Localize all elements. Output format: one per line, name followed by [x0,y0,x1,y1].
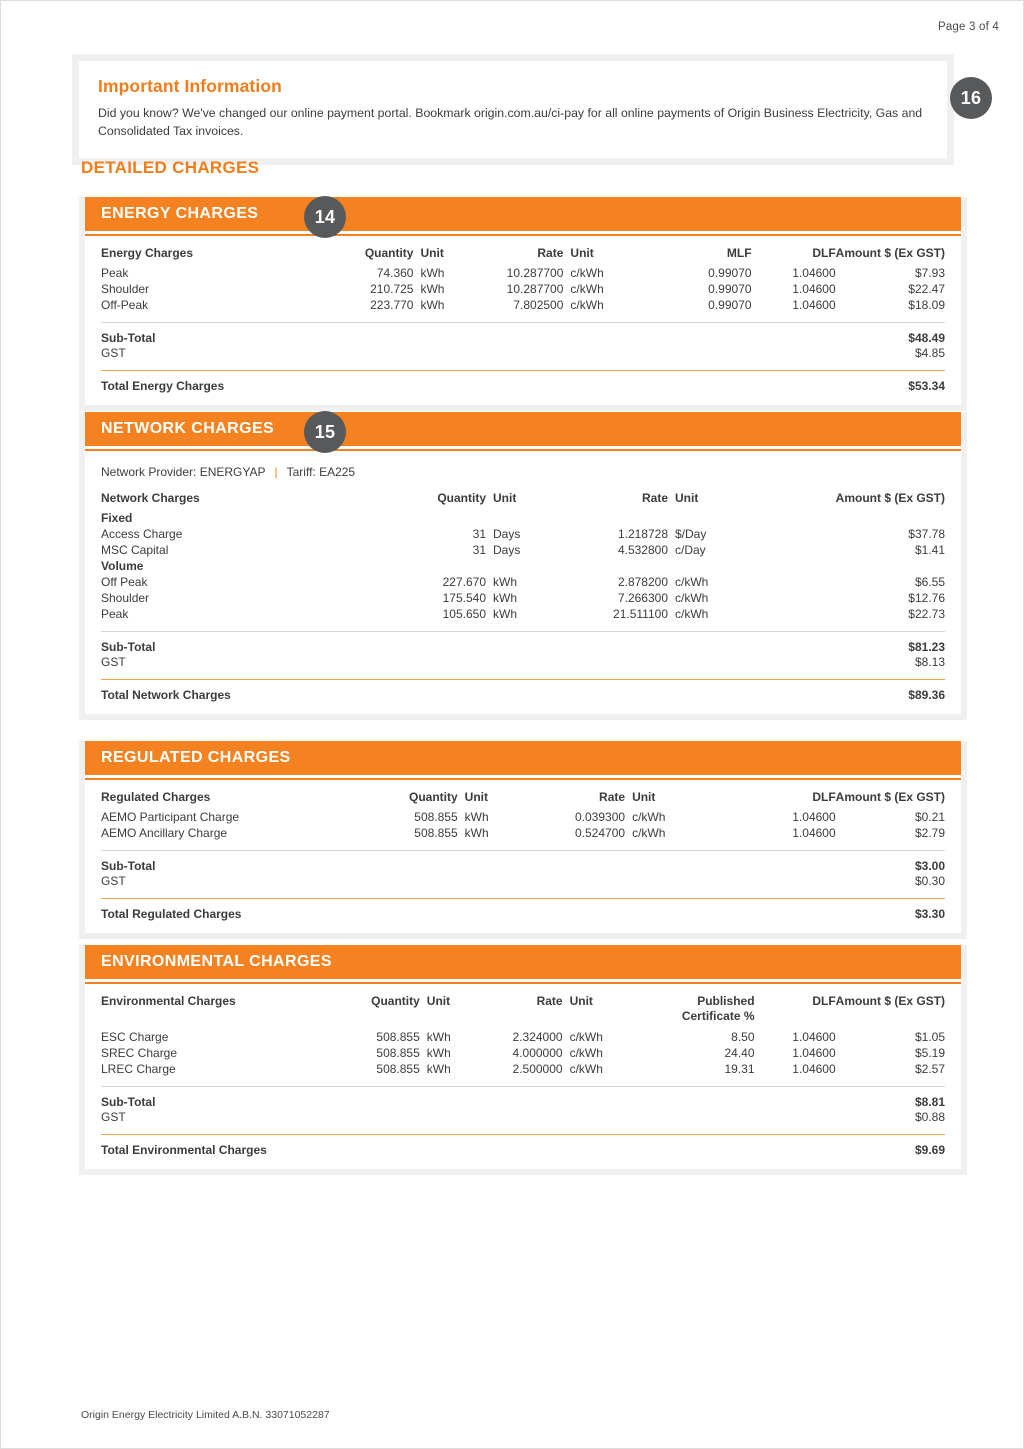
network-provider-label: Network Provider: ENERGYAP [101,465,266,479]
cell-rate: 7.266300 [617,591,668,605]
subtotal-label: Sub-Total [101,859,156,873]
spacer [101,313,945,323]
cell-unit: kWh [464,826,489,840]
total-row [101,1136,945,1161]
group-label-text: Volume [101,559,144,573]
spacer [101,361,945,371]
cell-amount: $0.21 [914,810,945,824]
cell-quantity: 105.650 [442,607,486,621]
cell-published-certificate: 24.40 [724,1046,755,1060]
section-header-environmental [85,945,961,979]
cell-unit: kWh [493,591,517,605]
cell-description: LREC Charge [101,1062,176,1076]
cell-description: ESC Charge [101,1030,169,1044]
cell-quantity: 508.855 [414,810,458,824]
cell-quantity: 508.855 [376,1062,420,1076]
section-network-charges [79,412,967,720]
cell-rate: 1.218728 [617,527,668,541]
section-body-energy [85,236,961,405]
gst-amount: $0.30 [914,874,945,888]
spacer [101,1125,945,1135]
cell-quantity: 508.855 [376,1030,420,1044]
important-information-title: Important Information [98,76,282,96]
cell-dlf: 1.04600 [792,1046,836,1060]
subtotal-label: Sub-Total [101,1095,156,1109]
section-title-regulated: REGULATED CHARGES [101,749,291,766]
subtotal-label: Sub-Total [101,331,156,345]
total-amount: $53.34 [908,379,945,393]
cell-dlf: 1.04600 [792,810,836,824]
cell-amount: $2.79 [914,826,945,840]
group-label-fixed [101,510,945,526]
section-body-environmental [85,984,961,1169]
subtotal-amount: $3.00 [914,859,945,873]
footer-legal-text: Origin Energy Electricity Limited A.B.N. 33071052287 [81,1409,330,1421]
table-row [101,281,945,297]
important-information-body: Did you know? We've changed our online payment portal. Bookmark origin.com.au/ci-pay for all online payments of Origin Business Electricity, Gas and Consolidated Tax invoices. [98,106,923,138]
col-dlf: DLF [812,994,836,1008]
cell-rate: 0.524700 [575,826,626,840]
cell-description: Off-Peak [101,298,149,312]
section-body-network [85,451,961,714]
section-regulated-charges [79,741,967,939]
col-description: Environmental Charges [101,994,236,1008]
cell-quantity: 175.540 [442,591,486,605]
cell-amount: $7.93 [914,266,945,280]
table-row [101,1029,945,1045]
cell-rate: 10.287700 [506,266,564,280]
cell-rate: 21.511100 [613,607,668,621]
total-amount: $89.36 [908,688,945,702]
cell-rate: 4.532800 [617,543,668,557]
cell-unit: kWh [493,607,517,621]
cell-unit: kWh [426,1046,451,1060]
cell-rate-unit: c/kWh [570,282,604,296]
cell-dlf: 1.04600 [792,282,836,296]
cell-description: MSC Capital [101,543,169,557]
gst-row [101,874,945,889]
col-rate: Rate [641,491,668,505]
cell-rate-unit: $/Day [675,527,707,541]
col-unit: Unit [426,994,451,1008]
cell-unit: Days [493,543,521,557]
cell-published-certificate: 19.31 [724,1062,755,1076]
col-rate-unit: Unit [569,994,593,1008]
cell-amount: $37.78 [908,527,945,541]
col-quantity: Quantity [437,491,486,505]
detailed-charges-heading: DETAILED CHARGES [81,158,260,177]
cell-description: Peak [101,607,129,621]
col-quantity: Quantity [371,994,420,1008]
cell-rate-unit: c/kWh [569,1062,603,1076]
table-row [101,809,945,825]
network-provider-line [101,461,945,491]
subtotal-row [101,633,945,655]
section-title-environmental: ENVIRONMENTAL CHARGES [101,953,332,970]
cell-mlf: 0.99070 [708,266,752,280]
cell-description: SREC Charge [101,1046,178,1060]
regulated-charges-table [101,790,945,925]
total-label: Total Network Charges [101,688,231,702]
cell-description: Peak [101,266,129,280]
gst-row [101,346,945,361]
table-header-row [101,790,945,809]
cell-quantity: 74.360 [376,266,414,280]
total-row [101,372,945,397]
cell-amount: $22.47 [908,282,945,296]
cell-unit: kWh [426,1062,451,1076]
total-amount: $3.30 [914,907,945,921]
cell-rate-unit: c/kWh [632,826,666,840]
section-header-energy [85,197,961,231]
page-number: Page 3 of 4 [937,21,999,33]
col-rate-unit: Unit [570,246,594,260]
col-quantity: Quantity [409,790,458,804]
cell-rate: 7.802500 [513,298,564,312]
cell-published-certificate: 8.50 [731,1030,755,1044]
cell-description: AEMO Participant Charge [101,810,240,824]
gst-amount: $0.88 [914,1110,945,1124]
energy-charges-table [101,246,945,397]
spacer [101,1077,945,1087]
cell-rate-unit: c/kWh [675,575,709,589]
total-row [101,681,945,706]
cell-mlf: 0.99070 [708,282,752,296]
col-amount: Amount $ (Ex GST) [835,246,945,260]
table-row [101,1045,945,1061]
cell-description: Off Peak [101,575,148,589]
col-amount: Amount $ (Ex GST) [835,790,945,804]
cell-description: Shoulder [101,591,150,605]
col-rate: Rate [599,790,626,804]
cell-dlf: 1.04600 [792,1062,836,1076]
cell-amount: $6.55 [914,575,945,589]
table-header-row [101,246,945,265]
subtotal-amount: $8.81 [914,1095,945,1109]
col-mlf: MLF [726,246,752,260]
col-unit: Unit [493,491,517,505]
cell-unit: kWh [420,298,445,312]
subtotal-row [101,1088,945,1110]
col-quantity: Quantity [364,246,414,260]
callout-badge-15: 15 [304,411,346,453]
col-description: Regulated Charges [101,790,211,804]
callout-badge-16: 16 [950,77,992,119]
cell-rate-unit: c/kWh [570,298,604,312]
published-line-1: Published [697,994,755,1008]
col-published-certificate [656,994,755,1029]
cell-quantity: 210.725 [370,282,414,296]
table-header-row [101,994,945,1029]
cell-description: AEMO Ancillary Charge [101,826,228,840]
cell-amount: $5.19 [914,1046,945,1060]
cell-quantity: 223.770 [370,298,414,312]
cell-unit: kWh [420,282,445,296]
cell-unit: kWh [420,266,445,280]
gst-label: GST [101,346,126,360]
important-information-box [79,61,947,158]
section-title-energy: ENERGY CHARGES [101,205,259,222]
cell-dlf: 1.04600 [792,1030,836,1044]
cell-mlf: 0.99070 [708,298,752,312]
total-row [101,900,945,925]
total-label: Total Environmental Charges [101,1143,267,1157]
cell-rate-unit: c/kWh [569,1046,603,1060]
cell-rate-unit: c/kWh [675,607,709,621]
total-label: Total Energy Charges [101,379,225,393]
gst-row [101,655,945,670]
gst-amount: $4.85 [914,346,945,360]
table-row [101,825,945,841]
col-amount: Amount $ (Ex GST) [835,491,945,505]
col-rate-unit: Unit [632,790,656,804]
cell-rate-unit: c/kWh [632,810,666,824]
gst-amount: $8.13 [914,655,945,669]
section-title-network: NETWORK CHARGES [101,420,275,437]
table-row [101,574,945,590]
col-unit: Unit [464,790,488,804]
cell-description: Access Charge [101,527,183,541]
gst-label: GST [101,655,126,669]
cell-quantity: 227.670 [442,575,486,589]
cell-unit: kWh [493,575,517,589]
col-dlf: DLF [812,790,836,804]
table-header-row [101,491,945,510]
network-charges-table [101,491,945,706]
group-label-text: Fixed [101,511,133,525]
section-energy-charges [79,197,967,411]
section-environmental-charges [79,945,967,1175]
subtotal-amount: $81.23 [908,640,945,654]
cell-rate: 0.039300 [575,810,626,824]
cell-rate: 2.324000 [512,1030,563,1044]
subtotal-row [101,324,945,346]
cell-rate-unit: c/kWh [675,591,709,605]
col-description: Network Charges [101,491,200,505]
subtotal-amount: $48.49 [908,331,945,345]
provider-separator: | [274,465,278,479]
section-header-network [85,412,961,446]
col-description: Energy Charges [101,246,194,260]
cell-amount: $12.76 [908,591,945,605]
table-row [101,526,945,542]
gst-label: GST [101,1110,126,1124]
cell-quantity: 31 [472,543,486,557]
cell-amount: $2.57 [914,1062,945,1076]
table-row [101,1061,945,1077]
cell-amount: $1.05 [914,1030,945,1044]
gst-label: GST [101,874,126,888]
cell-quantity: 508.855 [376,1046,420,1060]
cell-dlf: 1.04600 [792,298,836,312]
cell-quantity: 508.855 [414,826,458,840]
cell-rate: 4.000000 [512,1046,563,1060]
col-dlf: DLF [812,246,836,260]
cell-rate-unit: c/kWh [569,1030,603,1044]
subtotal-label: Sub-Total [101,640,156,654]
section-header-regulated [85,741,961,775]
cell-rate: 2.878200 [617,575,668,589]
table-row [101,606,945,622]
spacer [101,670,945,680]
cell-dlf: 1.04600 [792,826,836,840]
gst-row [101,1110,945,1125]
cell-quantity: 31 [472,527,486,541]
col-amount: Amount $ (Ex GST) [835,994,945,1008]
tariff-label: Tariff: EA225 [286,465,356,479]
spacer [101,622,945,632]
group-label-volume [101,558,945,574]
col-rate: Rate [537,246,564,260]
spacer [101,889,945,899]
table-row [101,265,945,281]
cell-amount: $22.73 [908,607,945,621]
subtotal-row [101,852,945,874]
environmental-charges-table [101,994,945,1161]
cell-rate-unit: c/kWh [570,266,604,280]
cell-dlf: 1.04600 [792,266,836,280]
cell-amount: $1.41 [914,543,945,557]
col-unit: Unit [420,246,444,260]
callout-badge-14: 14 [304,196,346,238]
spacer [101,841,945,851]
total-label: Total Regulated Charges [101,907,242,921]
cell-unit: Days [493,527,521,541]
col-rate: Rate [536,994,563,1008]
cell-rate: 10.287700 [506,282,564,296]
table-row [101,297,945,313]
section-body-regulated [85,780,961,933]
cell-description: Shoulder [101,282,150,296]
table-row [101,542,945,558]
published-line-2: Certificate % [681,1009,755,1023]
cell-unit: kWh [426,1030,451,1044]
table-row [101,590,945,606]
cell-amount: $18.09 [908,298,945,312]
total-amount: $9.69 [914,1143,945,1157]
cell-unit: kWh [464,810,489,824]
col-rate-unit: Unit [675,491,699,505]
cell-rate: 2.500000 [512,1062,563,1076]
cell-rate-unit: c/Day [675,543,706,557]
